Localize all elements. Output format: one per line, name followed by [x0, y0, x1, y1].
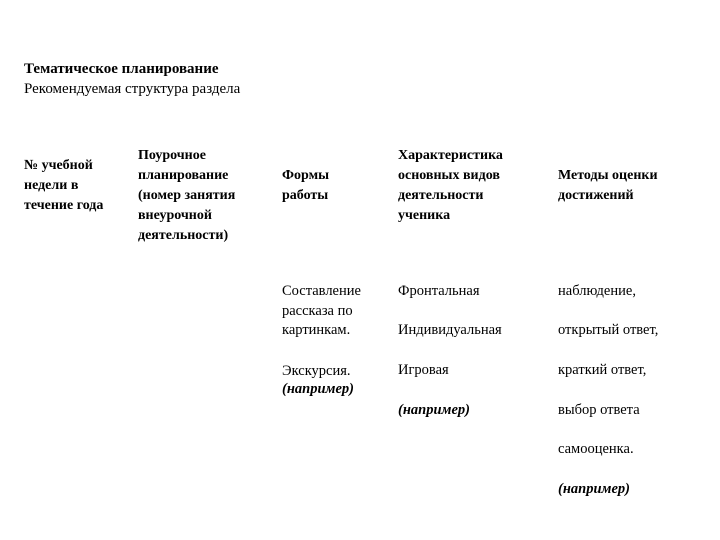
header-line: деятельности [398, 188, 484, 203]
header-line: (номер занятия [138, 188, 236, 203]
form-excursion: Экскурсия. [282, 363, 351, 379]
header-assessment-methods [558, 166, 698, 206]
activity-item: Игровая [398, 362, 449, 378]
header-line: ученика [398, 208, 451, 223]
header-line: деятельности) [138, 228, 229, 243]
header-line: № учебной [24, 158, 93, 173]
header-line: работы [282, 188, 329, 203]
header-line: достижений [558, 188, 634, 203]
header-line: Методы оценки [558, 168, 658, 183]
header-line: планирование [138, 168, 229, 183]
activity-item: Фронтальная [398, 283, 480, 299]
methods-example-note: (например) [558, 481, 630, 497]
method-item: открытый ответ, [558, 322, 659, 338]
method-item: наблюдение, [558, 283, 636, 299]
header-line: Поурочное [138, 148, 206, 163]
forms-example-note: (например) [282, 381, 354, 397]
header-line: течение года [24, 198, 104, 213]
document-subtitle: Рекомендуемая структура раздела [24, 81, 241, 97]
header-line: внеурочной [138, 208, 212, 223]
header-line: недели в [24, 178, 79, 193]
activity-item: Индивидуальная [398, 322, 502, 338]
header-lesson-planning [138, 146, 273, 246]
header-activity-characteristics [398, 146, 538, 226]
document-title: Тематическое планирование [24, 61, 219, 77]
header-week-number [24, 156, 134, 216]
header-line: Формы [282, 168, 330, 183]
header-line: Характеристика [398, 148, 503, 163]
activities-example-note: (например) [398, 402, 470, 418]
form-story-composition [282, 282, 392, 341]
cell-line: картинкам. [282, 322, 351, 338]
method-item: самооценка. [558, 441, 634, 457]
method-item: выбор ответа [558, 402, 640, 418]
header-work-forms [282, 166, 387, 206]
method-item: краткий ответ, [558, 362, 647, 378]
header-line: основных видов [398, 168, 500, 183]
cell-line: рассказа по [282, 302, 353, 319]
cell-line: Составление [282, 283, 361, 299]
